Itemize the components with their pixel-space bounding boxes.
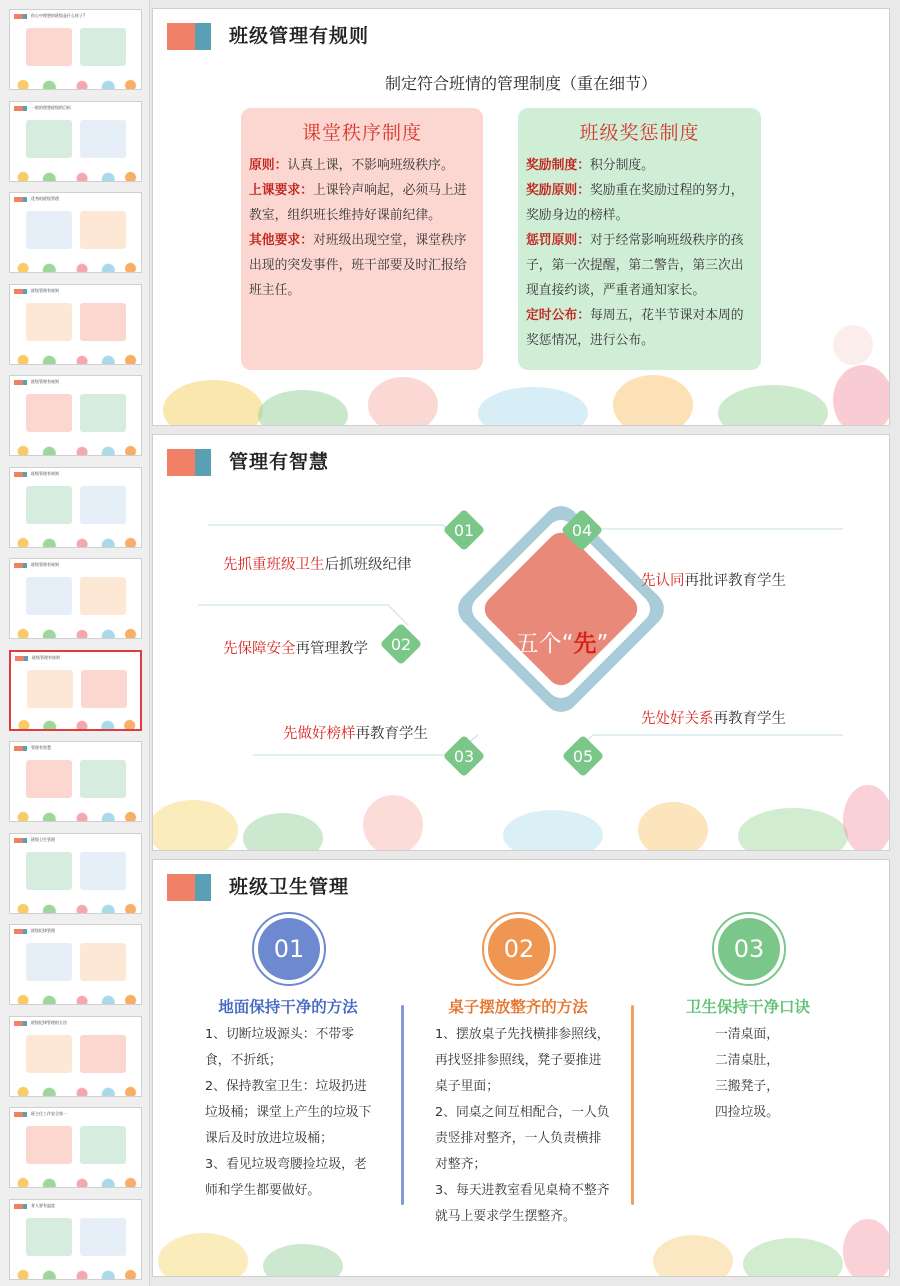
thumb-accent: [14, 197, 23, 202]
thumb-accent: [15, 656, 24, 661]
thumb-floral-decoration: [10, 803, 141, 821]
thumbnail-title: 管理有智慧: [31, 745, 51, 750]
header-accent-orange: [167, 874, 195, 901]
thumb-accent: [23, 197, 27, 202]
thumb-floral-decoration: [10, 620, 141, 638]
center-label: 五个“先”: [515, 631, 609, 657]
number-label: 02: [390, 635, 412, 654]
thumb-accent: [23, 1021, 27, 1026]
thumb-floral-decoration: [10, 895, 141, 913]
slide-thumbnail[interactable]: [9, 650, 142, 731]
number-label: 04: [571, 521, 593, 540]
principle-item: 先认同再批评教育学生: [641, 573, 786, 589]
number-circle-03: 03: [718, 918, 780, 980]
slide-class-rules[interactable]: [152, 8, 890, 426]
thumb-accent: [24, 656, 28, 661]
card-heading: 课堂秩序制度: [301, 122, 422, 144]
rule-item: 定时公布：每周五，花半节课对本周的奖惩情况，进行公布。: [526, 308, 744, 348]
column-divider: [631, 1005, 634, 1205]
slide-thumbnail-panel: [0, 0, 150, 1286]
thumb-content-block: [26, 1035, 72, 1073]
thumb-content-block: [80, 120, 126, 158]
thumb-floral-decoration: [10, 254, 141, 272]
slide-title: 班级管理有规则: [229, 25, 370, 47]
slide-thumbnail[interactable]: [9, 833, 142, 914]
column-divider: [401, 1005, 404, 1205]
principle-item: 先保障安全再管理教学: [223, 641, 368, 657]
thumbnail-title: 优秀的班级管理: [31, 196, 59, 201]
thumbnail-title: 你心中理想的班级是什么样子?: [31, 13, 86, 18]
thumb-content-block: [26, 943, 72, 981]
slide-thumbnail[interactable]: [9, 924, 142, 1005]
column-title: 桌子摆放整齐的方法: [448, 998, 588, 1016]
thumb-accent: [23, 746, 27, 751]
thumb-content-block: [80, 1218, 126, 1256]
slide-thumbnail[interactable]: [9, 9, 142, 90]
number-label: 05: [572, 747, 594, 766]
number-label: 01: [453, 521, 475, 540]
thumb-content-block: [80, 760, 126, 798]
thumb-content-block: [80, 852, 126, 890]
principle-item: 先做好榜样再教育学生: [283, 726, 428, 742]
thumb-accent: [14, 1021, 23, 1026]
thumb-content-block: [80, 28, 126, 66]
thumb-floral-decoration: [10, 346, 141, 364]
thumb-content-block: [26, 486, 72, 524]
slide-thumbnail[interactable]: [9, 375, 142, 456]
thumb-accent: [23, 472, 27, 477]
slide-thumbnail[interactable]: [9, 1016, 142, 1097]
thumb-accent: [14, 106, 23, 111]
thumb-accent: [14, 929, 23, 934]
slide-thumbnail[interactable]: [9, 192, 142, 273]
thumb-content-block: [80, 577, 126, 615]
thumb-content-block: [80, 211, 126, 249]
rule-item: 惩罚原则：对于经常影响班级秩序的孩子，第一次提醒，第二警告，第三次出现直接约谈，严重者通知家长。: [526, 233, 744, 298]
thumb-content-block: [26, 577, 72, 615]
thumb-content-block: [80, 1126, 126, 1164]
thumb-content-block: [26, 760, 72, 798]
slide-management-wisdom[interactable]: [152, 434, 890, 851]
thumb-accent: [23, 838, 27, 843]
thumb-floral-decoration: [10, 71, 141, 89]
thumb-accent: [14, 1204, 23, 1209]
column-body: 一清桌面， 二清桌肚， 三搬凳子， 四捡垃圾。: [715, 1027, 779, 1120]
column-title: 地面保持干净的方法: [218, 998, 358, 1016]
thumb-accent: [14, 746, 23, 751]
thumb-floral-decoration: [10, 1169, 141, 1187]
column-title: 卫生保持干净口诀: [685, 998, 810, 1016]
slide-hygiene-management[interactable]: [152, 859, 890, 1277]
principle-item: 先抓重班级卫生后抓班级纪律: [223, 557, 412, 573]
slide-subtitle: 制定符合班情的管理制度（重在细节）: [384, 74, 657, 93]
slide-thumbnail[interactable]: [9, 467, 142, 548]
slide-thumbnail[interactable]: [9, 741, 142, 822]
thumb-floral-decoration: [10, 529, 141, 547]
thumb-floral-decoration: [10, 437, 141, 455]
header-accent-orange: [167, 23, 195, 50]
thumbnail-title: 育人要有温度: [31, 1202, 55, 1208]
thumb-accent: [14, 14, 23, 19]
thumb-content-block: [26, 394, 72, 432]
thumb-content-block: [27, 670, 73, 708]
slide-title: 班级卫生管理: [229, 876, 350, 898]
header-accent-teal: [195, 874, 211, 901]
rule-item: 上课要求：上课铃声响起，必须马上进教室，组织班长维持好课前纪律。: [249, 183, 467, 223]
thumb-content-block: [26, 852, 72, 890]
rule-item: 奖励制度：积分制度。: [526, 158, 654, 173]
thumb-accent: [14, 838, 23, 843]
thumb-content-block: [80, 1035, 126, 1073]
thumb-accent: [23, 1112, 27, 1117]
thumb-content-block: [80, 486, 126, 524]
slide-thumbnail[interactable]: [9, 284, 142, 365]
thumb-accent: [14, 472, 23, 477]
thumbnail-title: 班级卫生管理: [31, 836, 55, 842]
principle-item: 先处好关系再教育学生: [641, 711, 786, 727]
thumb-accent: [14, 563, 23, 568]
thumb-content-block: [26, 28, 72, 66]
thumb-accent: [23, 380, 27, 385]
thumb-accent: [23, 1204, 27, 1209]
thumb-accent: [23, 929, 27, 934]
column-body: 1、切断垃圾源头：不带零食，不折纸； 2、保持教室卫生：垃圾扔进垃圾桶；课堂上产生的垃圾下课后及时放进垃圾桶； 3、看见垃圾弯腰捡垃圾，老师和学生都要做好。: [205, 1027, 372, 1198]
thumb-content-block: [80, 303, 126, 341]
column-body: 1、摆放桌子先找横排参照线，再找竖排参照线，凳子要推进桌子里面； 2、同桌之间互相配合，一人负责竖排对整齐，一人负责横排对整齐； 3、每天进教室看见桌椅不整齐就马上要求学生摆整齐。: [435, 1027, 610, 1224]
number-label: 03: [453, 747, 475, 766]
thumbnail-title: 班级管理有规则: [31, 287, 59, 293]
rule-item: 奖励原则：奖励重在奖励过程的努力，奖励身边的榜样。: [526, 183, 744, 223]
thumb-content-block: [81, 670, 127, 708]
number-circle-02: 02: [488, 918, 550, 980]
slide-thumbnail[interactable]: [9, 558, 142, 639]
thumb-accent: [23, 14, 27, 19]
thumb-floral-decoration: [10, 986, 141, 1004]
thumb-accent: [23, 289, 27, 294]
thumbnail-title: 班级管理有规则: [31, 470, 59, 476]
thumbnail-title: 班级管理有规则: [32, 654, 60, 660]
thumb-content-block: [26, 1126, 72, 1164]
thumb-accent: [14, 380, 23, 385]
thumb-content-block: [26, 211, 72, 249]
thumb-content-block: [80, 394, 126, 432]
thumbnail-title: 班级纪律管理的方法: [31, 1019, 67, 1025]
slide-thumbnail[interactable]: [9, 1199, 142, 1280]
thumb-floral-decoration: [11, 711, 140, 729]
thumb-floral-decoration: [10, 1078, 141, 1096]
thumb-content-block: [26, 120, 72, 158]
thumbnail-title: 班主任工作安全第一: [31, 1111, 67, 1116]
thumb-content-block: [26, 303, 72, 341]
thumbnail-title: 班级管理有规则: [31, 562, 59, 567]
thumbnail-title: 一般的理想班级的目标: [31, 104, 71, 110]
thumbnail-title: 班级纪律管理: [31, 928, 55, 933]
thumb-floral-decoration: [10, 1261, 141, 1279]
thumbnail-title: 班级管理有规则: [31, 379, 59, 384]
thumb-floral-decoration: [10, 163, 141, 181]
rule-item: 原则：认真上课，不影响班级秩序。: [249, 158, 454, 173]
thumb-accent: [23, 563, 27, 568]
number-circle-01: 01: [258, 918, 320, 980]
rule-item: 其他要求：对班级出现空堂，课堂秩序出现的突发事件，班干部要及时汇报给班主任。: [249, 233, 467, 298]
slide-thumbnail[interactable]: [9, 101, 142, 182]
header-accent-teal: [195, 23, 211, 50]
thumb-accent: [14, 1112, 23, 1117]
classroom-order-card: [241, 108, 483, 370]
thumb-content-block: [80, 943, 126, 981]
card-heading: 班级奖惩制度: [579, 122, 700, 144]
slide-thumbnail[interactable]: [9, 1107, 142, 1188]
thumb-content-block: [26, 1218, 72, 1256]
slide-title: 管理有智慧: [229, 451, 330, 473]
thumb-accent: [23, 106, 27, 111]
thumb-accent: [14, 289, 23, 294]
reward-punishment-card: [518, 108, 761, 370]
